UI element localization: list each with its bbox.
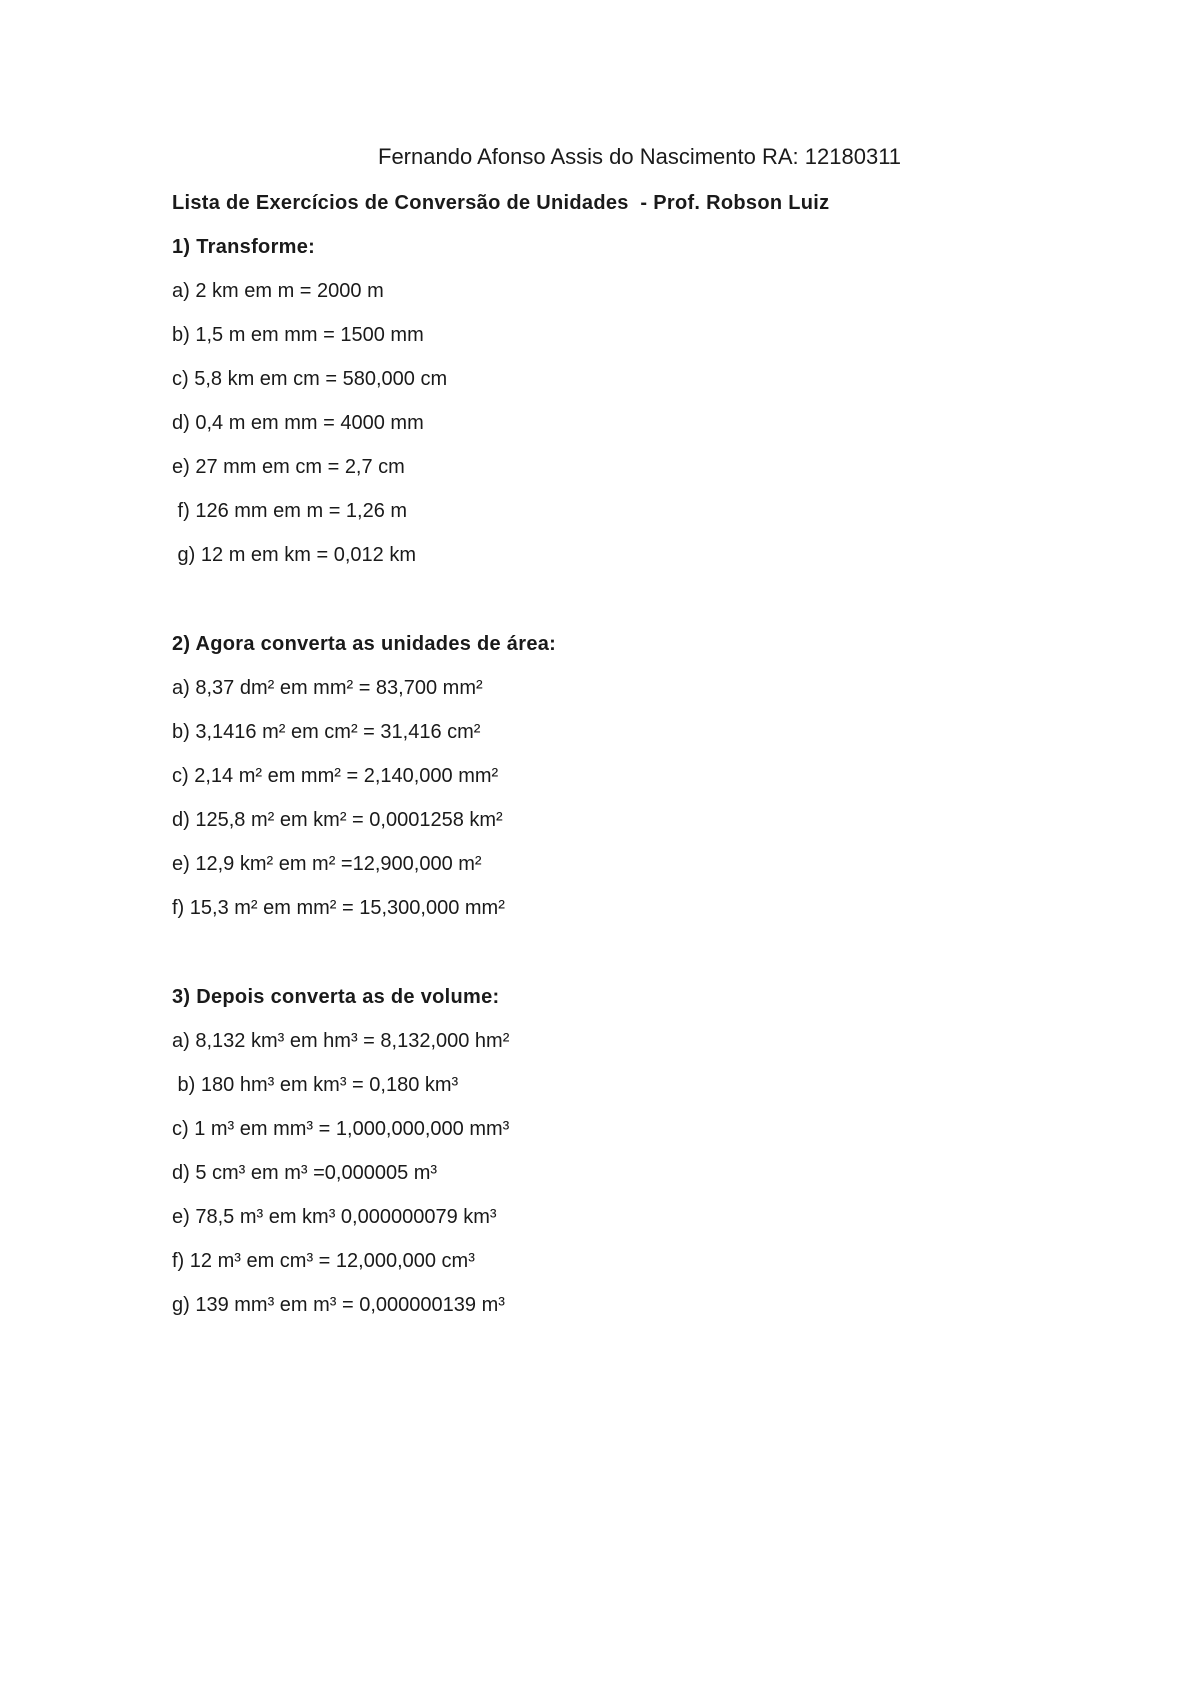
section-heading-1: 1) Transforme: [172,236,316,258]
exercise-item: f) 12 m³ em cm³ = 12,000,000 cm³ [172,1250,475,1272]
exercise-item: d) 5 cm³ em m³ =0,000005 m³ [172,1162,438,1184]
exercise-item: e) 27 mm em cm = 2,7 cm [172,456,405,478]
exercise-item: d) 125,8 m² em km² = 0,0001258 km² [172,809,503,831]
exercise-item: b) 1,5 m em mm = 1500 mm [172,324,424,346]
exercise-item: g) 12 m em km = 0,012 km [172,544,416,566]
section-heading-3: 3) Depois converta as de volume: [172,986,500,1008]
exercise-item: d) 0,4 m em mm = 4000 mm [172,412,424,434]
exercise-item: c) 1 m³ em mm³ = 1,000,000,000 mm³ [172,1118,510,1140]
exercise-item: a) 8,132 km³ em hm³ = 8,132,000 hm² [172,1030,510,1052]
exercise-item: e) 78,5 m³ em km³ 0,000000079 km³ [172,1206,497,1228]
exercise-item: b) 3,1416 m² em cm² = 31,416 cm² [172,721,481,743]
exercise-item: a) 8,37 dm² em mm² = 83,700 mm² [172,677,483,699]
author-line: Fernando Afonso Assis do Nascimento RA: 12180311 [378,144,902,169]
exercise-item: g) 139 mm³ em m³ = 0,000000139 m³ [172,1294,505,1316]
exercise-item: b) 180 hm³ em km³ = 0,180 km³ [172,1074,459,1096]
exercise-item: a) 2 km em m = 2000 m [172,280,384,302]
section-heading-2: 2) Agora converta as unidades de área: [172,633,557,655]
exercise-item: c) 2,14 m² em mm² = 2,140,000 mm² [172,765,499,787]
exercise-item: c) 5,8 km em cm = 580,000 cm [172,368,448,390]
exercise-item: f) 126 mm em m = 1,26 m [172,500,408,522]
document-title: Lista de Exercícios de Conversão de Unidades - Prof. Robson Luiz [172,192,830,214]
exercise-item: e) 12,9 km² em m² =12,900,000 m² [172,853,482,875]
exercise-item: f) 15,3 m² em mm² = 15,300,000 mm² [172,897,505,919]
